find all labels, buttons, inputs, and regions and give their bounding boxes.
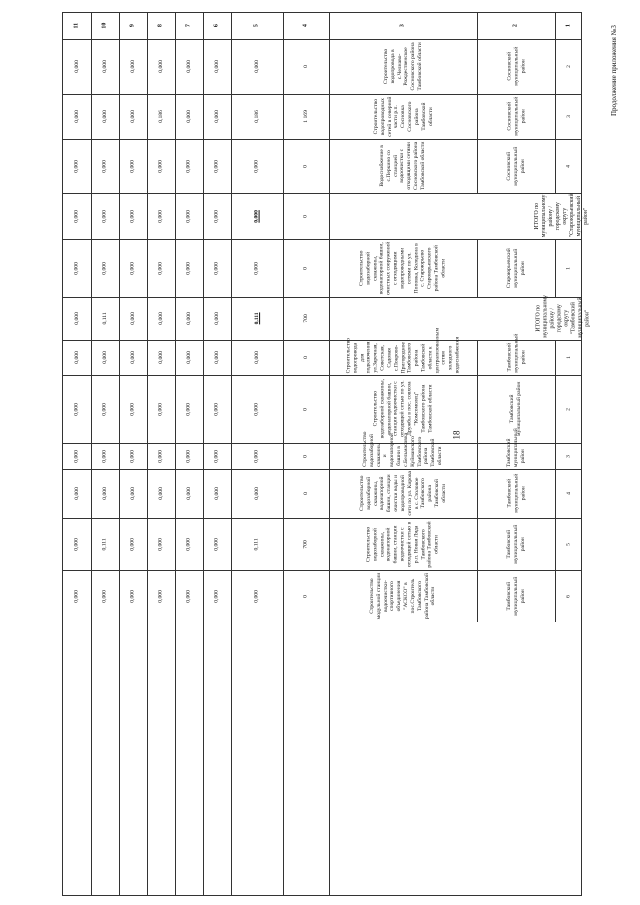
value-col-7: 0,000 <box>185 351 192 364</box>
value-col-4: 0 <box>302 492 309 495</box>
value-col-6: 0,000 <box>213 537 220 551</box>
value-col-7: 0,000 <box>185 209 192 223</box>
value-col-9: 0,000 <box>129 449 136 463</box>
value-col-5: 0,000 <box>253 589 260 603</box>
district-name: Тамбовский муниципальный район <box>505 474 526 513</box>
project-description: Строительство водопроводных сетей в северной части р.п. Сосновка Сосновского района Тамбовской области <box>372 96 433 137</box>
value-col-8: 0,000 <box>157 351 164 364</box>
row-number: 5 <box>565 542 572 546</box>
value-col-5: 0,000 <box>253 209 260 223</box>
district-name: Тамбовский муниципальный район <box>505 524 526 564</box>
project-description: Водоснабжение в с.Перкино со станцией водоочистки с отходящими сетями Сосновского района Тамбовской области <box>379 141 427 191</box>
value-col-6: 0,000 <box>213 351 220 364</box>
value-col-10: 0,000 <box>101 487 108 500</box>
district-name: Тамбовский муниципальный район <box>505 334 526 373</box>
value-col-4: 0 <box>302 65 309 68</box>
value-col-6: 0,000 <box>213 487 220 500</box>
value-col-6: 0,000 <box>213 60 220 73</box>
row-number: 1 <box>565 356 572 359</box>
value-col-7: 0,000 <box>185 589 192 603</box>
value-col-7: 0,000 <box>185 60 192 73</box>
column-number-2: 2 <box>512 24 519 28</box>
value-col-9: 0,000 <box>129 110 136 123</box>
value-col-10: 0,000 <box>101 110 108 123</box>
row-number: 3 <box>565 115 572 118</box>
value-col-5: 0,000 <box>253 159 260 173</box>
row-number: 4 <box>565 164 572 168</box>
value-col-8: 0,000 <box>157 60 164 73</box>
value-col-7: 0,000 <box>185 312 192 325</box>
total-label: ИТОГО по муниципальному району / городскому округу "Староюрьевский муниципальный район" <box>533 193 590 237</box>
value-col-4: 0 <box>302 356 309 359</box>
value-col-6: 0,000 <box>213 159 220 173</box>
value-col-7: 0,000 <box>185 402 192 416</box>
value-col-10: 0,000 <box>101 159 108 173</box>
district-name: Тамбовский муниципальный район <box>505 428 526 467</box>
value-col-4: 0 <box>302 407 309 411</box>
value-col-11: 0,000 <box>73 537 80 551</box>
column-number-8: 8 <box>157 24 164 28</box>
value-col-8: 0,000 <box>157 589 164 603</box>
value-col-7: 0,000 <box>185 537 192 551</box>
row-number: 1 <box>565 266 572 270</box>
value-col-5: 0,000 <box>253 351 260 364</box>
value-col-9: 0,000 <box>129 60 136 73</box>
value-col-7: 0,000 <box>185 110 192 123</box>
value-col-8: 0,000 <box>157 402 164 416</box>
value-col-9: 0,000 <box>129 487 136 500</box>
value-col-8: 0,000 <box>157 159 164 173</box>
project-description: Строительство модульной станции водоочистки-спортивного объединения "АСКСО" в пос.Строитель Тамбовского района Тамбовской области <box>368 572 437 620</box>
value-col-6: 0,000 <box>213 209 220 223</box>
value-col-4: 700 <box>302 539 309 549</box>
value-col-9: 0,000 <box>129 589 136 603</box>
appendix-note: Продолжение приложения №3 <box>610 25 618 116</box>
row-number: 3 <box>565 454 572 458</box>
district-name: Сосновский муниципальный район <box>505 47 526 86</box>
page-number: 18 <box>451 430 462 440</box>
value-col-11: 0,000 <box>73 449 80 463</box>
value-col-6: 0,000 <box>213 589 220 603</box>
value-col-10: 0,000 <box>101 351 108 364</box>
row-number: 2 <box>565 65 572 68</box>
value-col-7: 0,000 <box>185 449 192 463</box>
value-col-10: 0,000 <box>101 60 108 73</box>
value-col-7: 0,000 <box>185 487 192 500</box>
column-number-3: 3 <box>399 24 406 28</box>
value-col-11: 0,000 <box>73 60 80 73</box>
column-number-1: 1 <box>565 24 572 28</box>
row-number: 2 <box>565 407 572 411</box>
value-col-6: 0,000 <box>213 402 220 416</box>
column-number-5: 5 <box>253 24 260 28</box>
column-number-7: 7 <box>185 24 192 28</box>
value-col-8: 0,000 <box>157 537 164 551</box>
row-number: 6 <box>565 594 572 598</box>
value-col-7: 0,000 <box>185 159 192 173</box>
project-description: Строительство водозаборной скважины, водонапорной башни, станции водоочистки с отходящей сетью в р.п. Новая Ляда Тамбовского района Тамбовской области <box>365 520 440 568</box>
row-number: 4 <box>565 492 572 495</box>
value-col-9: 0,000 <box>129 261 136 275</box>
project-description: Строительство водопровода в с.Челнаво-Рождественское Сосновского района Тамбовской области <box>382 42 423 91</box>
value-col-9: 0,000 <box>129 209 136 223</box>
value-col-8: 0,000 <box>157 449 164 463</box>
value-col-8: 0,000 <box>157 261 164 275</box>
data-table <box>62 12 591 896</box>
district-name: Тамбовский муниципальный район <box>505 576 526 616</box>
value-col-10: 0,000 <box>101 449 108 463</box>
value-col-4: 0 <box>302 594 309 598</box>
value-col-11: 0,000 <box>73 589 80 603</box>
value-col-9: 0,000 <box>129 402 136 416</box>
district-name: Староюрьевский муниципальный район <box>505 247 526 289</box>
value-col-11: 0,000 <box>73 159 80 173</box>
value-col-9: 0,000 <box>129 159 136 173</box>
value-col-10: 0,111 <box>101 537 108 551</box>
value-col-9: 0,000 <box>129 351 136 364</box>
column-number-10: 10 <box>101 23 108 29</box>
value-col-4: 0 <box>302 454 309 458</box>
project-description: Строительство водозаборной скважины, водонапорной башни, очистных сооружений с отходящими водопроводными сетями по ул. Поповка, Колодина в с. Староюрьево Староюрьевского района Тамбовской области <box>358 241 447 295</box>
total-label: ИТОГО по муниципальному району / городскому округу "Тамбовский муниципальный район" <box>535 295 591 338</box>
column-number-4: 4 <box>302 24 309 28</box>
value-col-11: 0,000 <box>73 209 80 223</box>
value-col-5: 0,000 <box>253 261 260 275</box>
value-col-8: 0,186 <box>157 110 164 123</box>
value-col-7: 0,000 <box>185 261 192 275</box>
project-description: Строительство водопровода для подключения ул.Заречная, Советская, Садовая с.Покрово-Пригородное Тамбовского района Тамбовской области к централизованным сетям холодного водоснабжения <box>345 327 461 373</box>
value-col-10: 0,111 <box>101 312 108 325</box>
value-col-5: 0,111 <box>253 312 260 325</box>
value-col-6: 0,000 <box>213 110 220 123</box>
project-description: Строительство водозаборной скважины и водонапорной башни в с.Бельмасовка Куйманского Тамбовского района Тамбовской области <box>362 431 444 467</box>
project-description: Строительство водозаборной скважины, водонапорной башни, станции очистки воды и водопроводной сети по ул. Кирова в с. Столовое Тамбовского района Тамбовской области <box>358 471 447 516</box>
value-col-9: 0,000 <box>129 537 136 551</box>
value-col-11: 0,000 <box>73 487 80 500</box>
value-col-4: 700 <box>302 314 309 323</box>
value-col-8: 0,000 <box>157 312 164 325</box>
value-col-8: 0,000 <box>157 209 164 223</box>
value-col-9: 0,000 <box>129 312 136 325</box>
value-col-5: 0,000 <box>253 487 260 500</box>
value-col-5: 0,000 <box>253 60 260 73</box>
district-name: Сосновский муниципальный район <box>505 97 526 136</box>
value-col-5: 0,186 <box>253 110 260 123</box>
value-col-4: 0 <box>302 164 309 168</box>
project-description: Строительство водозаборной скважины, водонапорной башни, станции водоочистки с отходящей сетью по ул. Дружбы в пос. совхоза "Комсомолец" Тамбовского района Тамбовской области <box>372 379 433 439</box>
value-col-4: 0 <box>302 266 309 270</box>
column-number-6: 6 <box>213 24 220 28</box>
value-col-11: 0,000 <box>73 351 80 364</box>
value-col-5: 0,000 <box>253 449 260 463</box>
value-col-5: 0,111 <box>253 537 260 551</box>
value-col-4: 1 169 <box>302 110 309 123</box>
value-col-6: 0,000 <box>213 261 220 275</box>
value-col-5: 0,000 <box>253 402 260 416</box>
value-col-6: 0,000 <box>213 449 220 463</box>
value-col-11: 0,000 <box>73 402 80 416</box>
district-name: Тамбовский муниципальный район <box>509 381 522 437</box>
district-name: Сосновский муниципальный район <box>505 146 526 186</box>
value-col-4: 0 <box>302 214 309 218</box>
value-col-11: 0,000 <box>73 261 80 275</box>
value-col-11: 0,000 <box>73 312 80 325</box>
value-col-8: 0,000 <box>157 487 164 500</box>
value-col-11: 0,000 <box>73 110 80 123</box>
value-col-10: 0,000 <box>101 589 108 603</box>
value-col-10: 0,000 <box>101 261 108 275</box>
column-number-11: 11 <box>73 23 80 29</box>
value-col-10: 0,000 <box>101 402 108 416</box>
value-col-6: 0,000 <box>213 312 220 325</box>
column-number-9: 9 <box>129 24 136 28</box>
value-col-10: 0,000 <box>101 209 108 223</box>
